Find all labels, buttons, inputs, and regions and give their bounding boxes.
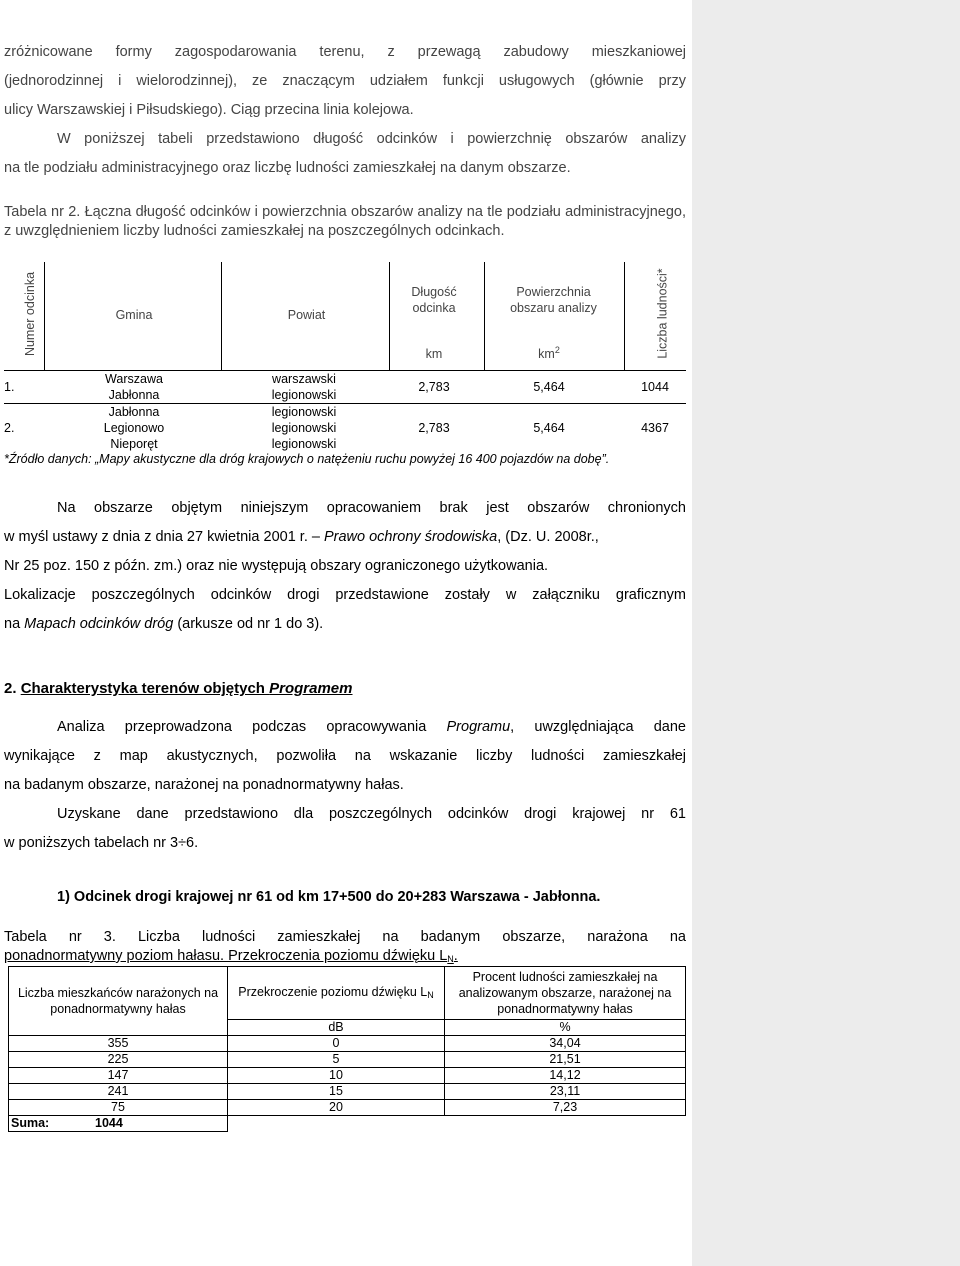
row2-powiat-2: legionowski xyxy=(271,421,337,435)
row1-nr: 1. xyxy=(4,380,15,394)
intro-para2-line-2: na tle podziału administracyjnego oraz liczbę ludności zamieszkałej na danym obszarze. xyxy=(4,160,571,176)
table2-footnote: *Źródło danych: „Mapy akustyczne dla dróg krajowych o natężeniu ruchu powyżej 16 400 pojazdów na dobę”. xyxy=(4,452,610,466)
header-numer-odcinka: Numer odcinka xyxy=(23,271,37,357)
table3-caption: Tabela nr 3. Liczba ludności zamieszkałej na badanym obszarze, narażona na ponadnormatywny poziom hałasu. Przekroczenia poziomu dźwięku $L_N$. xyxy=(4,929,686,964)
table3-header-row xyxy=(9,967,686,1020)
row2-powierzchnia: 5,464 xyxy=(533,421,565,435)
table3 xyxy=(8,966,686,1132)
header-liczba-ludnosci: Liczba ludności* xyxy=(655,268,670,359)
table-row: 355 0 34,04 xyxy=(9,1036,686,1052)
table3-unit-db: dB xyxy=(228,1020,445,1036)
header-powiat: Powiat xyxy=(287,308,326,322)
table-row: 75 20 7,23 xyxy=(9,1100,686,1116)
header-dlugosc: Długość odcinka xyxy=(411,285,457,315)
table3-header-col2: Przekroczenie poziomu dźwięku $L_N$ xyxy=(228,967,445,1020)
sum-value: 1044 xyxy=(93,1116,228,1132)
intro-para2-line-1: W poniższej tabeli przedstawiono długość odcinków i powierzchnię obszarów analizy xyxy=(57,131,686,147)
table3-header-col1: Liczba mieszkańców narażonych na ponadnormatywny hałas xyxy=(9,967,228,1036)
row1-gmina-2: Jabłonna xyxy=(108,388,160,402)
body-paragraphs xyxy=(4,494,686,639)
row2-powiat-1: legionowski xyxy=(271,405,337,419)
body-p1-line-2: w myśl ustawy z dnia z dnia 27 kwietnia 2001 r. – Prawo ochrony środowiska, (Dz. U. 2008r., xyxy=(4,529,599,545)
intro-line-2: (jednorodzinnej i wielorodzinnej), ze znaczącym udziałem funkcji usługowych (głównie przy xyxy=(4,73,686,89)
table2 xyxy=(4,262,686,466)
section2-heading: 2. Charakterystyka terenów objętych Programem xyxy=(4,680,353,697)
table2-caption: Tabela nr 2. Łączna długość odcinków i powierzchnia obszarów analizy na tle podziału administracyjnego, z uwzględnieniem liczby ludności zamieszkałej na poszczególnych odcinkach. xyxy=(4,204,686,239)
body-p1-line-1: Na obszarze objętym niniejszym opracowaniem brak jest obszarów chronionych xyxy=(57,500,686,516)
section2-paragraphs xyxy=(4,713,686,858)
section2-p2-line-1: Uzyskane dane przedstawiono dla poszczególnych odcinków drogi krajowej nr 61 xyxy=(57,806,686,822)
row1-powierzchnia: 5,464 xyxy=(533,380,565,394)
row1-dlugosc: 2,783 xyxy=(418,380,450,394)
body-p2-line-2: na Mapach odcinków dróg (arkusze od nr 1 do 3). xyxy=(4,616,324,632)
table3-header-col3: Procent ludności zamieszkałej na analizowanym obszarze, narażonej na ponadnormatywny hałas xyxy=(445,967,686,1020)
section2-p1-line-3: na badanym obszarze, narażonej na ponadnormatywny hałas. xyxy=(4,777,404,793)
table-row: 225 5 21,51 xyxy=(9,1052,686,1068)
row2-gmina-1: Jabłonna xyxy=(108,405,160,419)
row2-powiat-3: legionowski xyxy=(271,437,337,451)
row2-ludnosc: 4367 xyxy=(641,421,669,435)
table-row: 147 10 14,12 xyxy=(9,1068,686,1084)
intro-line-3: ulicy Warszawskiej i Piłsudskiego). Ciąg przecina linia kolejowa. xyxy=(4,102,414,118)
row1-powiat-1: warszawski xyxy=(272,372,336,386)
row2-dlugosc: 2,783 xyxy=(418,421,450,435)
row1-ludnosc: 1044 xyxy=(641,380,669,394)
unit-km2: $km^2$ xyxy=(538,345,560,361)
intro-line-1: zróżnicowane formy zagospodarowania terenu, z przewagą zabudowy mieszkaniowej xyxy=(4,44,686,60)
unit-km: km xyxy=(425,347,443,361)
header-powierzchnia: Powierzchnia obszaru analizy xyxy=(510,285,597,315)
row1-gmina-1: Warszawa xyxy=(105,372,163,386)
section2-p1-line-1: Analiza przeprowadzona podczas opracowywania Programu, uwzględniająca dane xyxy=(57,719,686,735)
row1-powiat-2: legionowski xyxy=(271,388,337,402)
row2-nr: 2. xyxy=(4,421,15,435)
intro-paragraph xyxy=(4,38,686,183)
table3-sum-row xyxy=(9,1116,686,1132)
table-row: 241 15 23,11 xyxy=(9,1084,686,1100)
body-p1-line-3: Nr 25 poz. 150 z późn. zm.) oraz nie występują obszary ograniczonego użytkowania. xyxy=(4,558,549,574)
body-p2-line-1: Lokalizacje poszczególnych odcinków drogi przedstawione zostały w załączniku graficznym xyxy=(4,587,686,603)
subsection1-heading: 1) Odcinek drogi krajowej nr 61 od km 17+500 do 20+283 Warszawa - Jabłonna. xyxy=(57,889,601,905)
header-gmina: Gmina xyxy=(115,308,153,322)
section2-p2-line-2: w poniższych tabelach nr 3÷6. xyxy=(4,835,199,851)
section2-p1-line-2: wynikające z map akustycznych, pozwoliła na wskazanie liczby ludności zamieszkałej xyxy=(4,748,686,764)
sum-label: Suma: xyxy=(9,1116,94,1132)
row2-gmina-2: Legionowo xyxy=(103,421,165,435)
row2-gmina-3: Nieporęt xyxy=(110,437,158,451)
comment-margin-pane xyxy=(692,0,960,1266)
table3-unit-percent: % xyxy=(445,1020,686,1036)
